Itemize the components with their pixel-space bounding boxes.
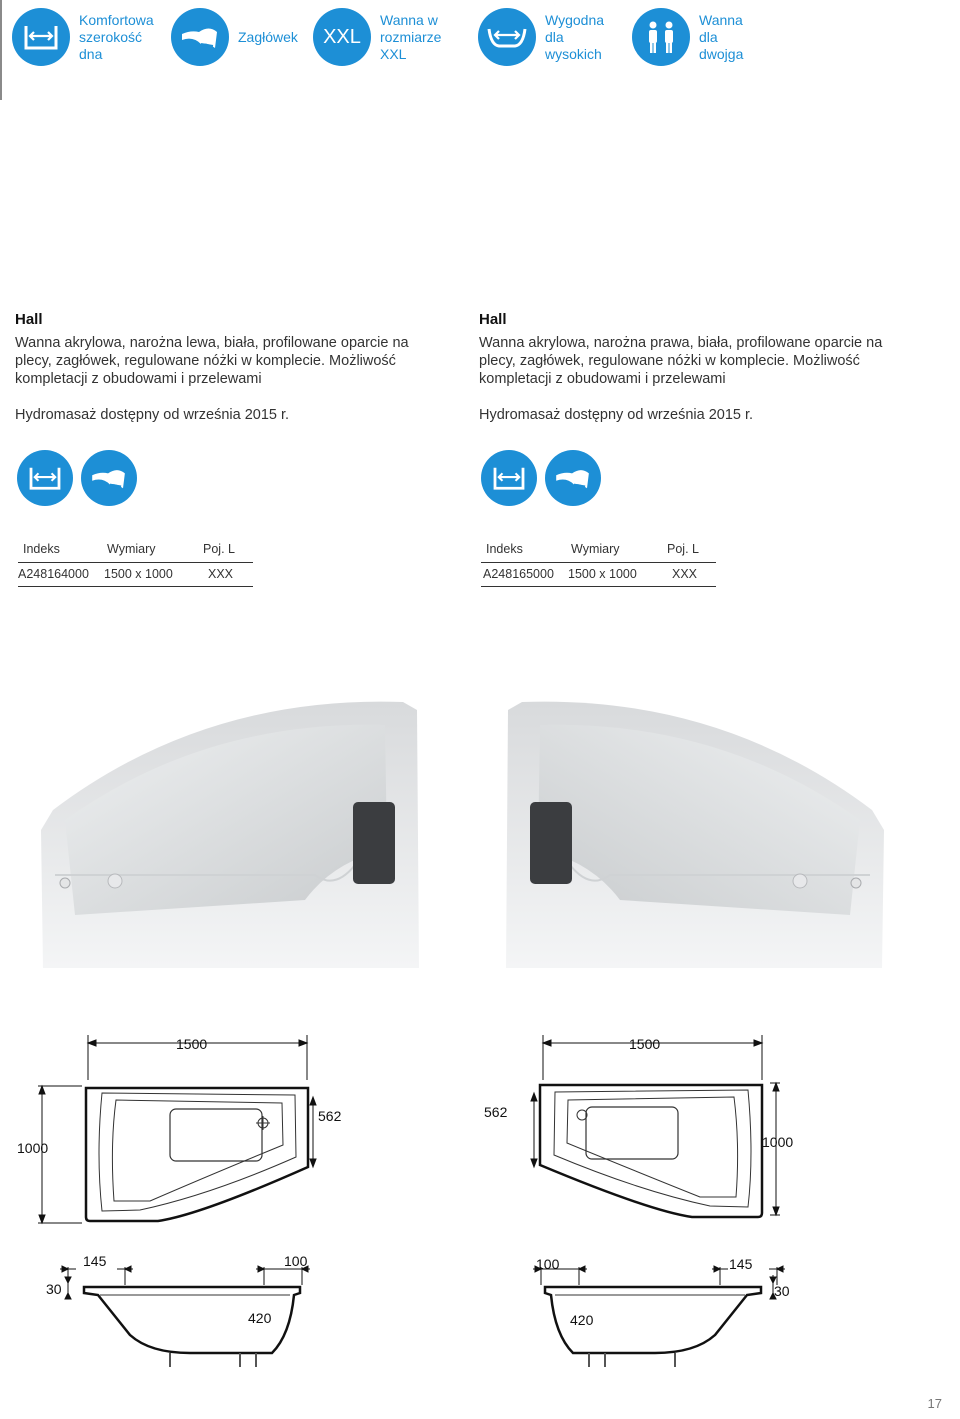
headrest-icon	[81, 450, 137, 506]
table-row	[18, 567, 253, 585]
table-divider	[481, 562, 716, 563]
dim-depth: 420	[248, 1310, 272, 1326]
hydromassage-note: Hydromasaż dostępny od września 2015 r.	[15, 407, 290, 423]
table-row	[481, 567, 716, 585]
feature-label: Komfortowa szerokość dna	[79, 11, 154, 62]
dim-rim: 30	[774, 1283, 790, 1299]
feature-wide-bottom	[12, 8, 169, 66]
long-tub-icon	[478, 8, 536, 66]
col-header-index: Indeks	[486, 542, 523, 556]
dim-offset-a: 145	[83, 1253, 107, 1269]
col-header-index: Indeks	[23, 542, 60, 556]
width-arrows-icon	[12, 8, 70, 66]
bathtub-photo-left	[35, 690, 425, 970]
side-view-drawing-right	[515, 1255, 805, 1375]
product-description: Wanna akrylowa, narożna lewa, biała, profilowane oparcie na plecy, zagłówek, regulowane nóżki w komplecie. Możliwość kompletacji z obudowami i przelewami	[15, 335, 409, 387]
width-arrows-icon	[481, 450, 537, 506]
feature-label: Wanna w rozmiarze XXL	[380, 11, 442, 62]
table-divider	[18, 586, 253, 587]
bathtub-photo-right	[500, 690, 890, 970]
cell-dims: 1500 x 1000	[568, 567, 637, 581]
cell-index: A248164000	[18, 567, 89, 581]
cell-capacity: XXX	[208, 567, 234, 581]
xxl-icon	[313, 8, 371, 66]
product-icons	[17, 450, 137, 506]
two-people-icon	[632, 8, 690, 66]
feature-label: Wygodna dla wysokich	[545, 11, 605, 62]
col-header-dims: Wymiary	[107, 542, 156, 556]
feature-tall	[478, 8, 615, 66]
top-view-drawing-left	[10, 1025, 330, 1230]
feature-label: Wanna dla dwojga	[699, 11, 744, 62]
page-number: 17	[927, 1396, 942, 1411]
side-view-drawing-left	[40, 1255, 330, 1375]
headrest-icon	[545, 450, 601, 506]
dim-offset-b: 100	[284, 1253, 308, 1269]
product-icons	[481, 450, 601, 506]
top-view-drawing-right	[480, 1025, 800, 1230]
dim-length: 1500	[176, 1036, 208, 1052]
cell-dims: 1500 x 1000	[104, 567, 173, 581]
xxl-badge: XXL	[323, 25, 361, 48]
cell-index: A248165000	[483, 567, 554, 581]
feature-two-people	[632, 8, 759, 66]
width-arrows-icon	[17, 450, 73, 506]
dim-length: 1500	[629, 1036, 661, 1052]
dim-width: 1000	[762, 1134, 794, 1150]
dim-width: 1000	[17, 1140, 49, 1156]
col-header-capacity: Poj. L	[203, 542, 235, 556]
page-margin-rule	[0, 0, 2, 100]
cell-capacity: XXX	[672, 567, 698, 581]
col-header-dims: Wymiary	[571, 542, 620, 556]
feature-headrest	[171, 8, 298, 66]
col-header-capacity: Poj. L	[667, 542, 699, 556]
feature-label: Zagłówek	[238, 28, 298, 45]
hydromassage-note: Hydromasaż dostępny od września 2015 r.	[479, 407, 754, 423]
dim-narrow: 562	[318, 1108, 342, 1124]
dim-offset-a: 145	[729, 1256, 753, 1272]
product-title: Hall	[15, 311, 43, 328]
dim-rim: 30	[46, 1281, 62, 1297]
dim-depth: 420	[570, 1312, 594, 1328]
spec-table	[481, 542, 716, 585]
feature-xxl	[313, 8, 470, 66]
dim-narrow: 562	[484, 1104, 508, 1120]
product-description: Wanna akrylowa, narożna prawa, biała, profilowane oparcie na plecy, zagłówek, regulowane nóżki w komplecie. Możliwość kompletacji z obudowami i przelewami	[479, 335, 883, 387]
headrest-icon	[171, 8, 229, 66]
table-divider	[18, 562, 253, 563]
dim-offset-b: 100	[536, 1256, 560, 1272]
spec-table	[18, 542, 253, 585]
table-divider	[481, 586, 716, 587]
product-title: Hall	[479, 311, 507, 328]
